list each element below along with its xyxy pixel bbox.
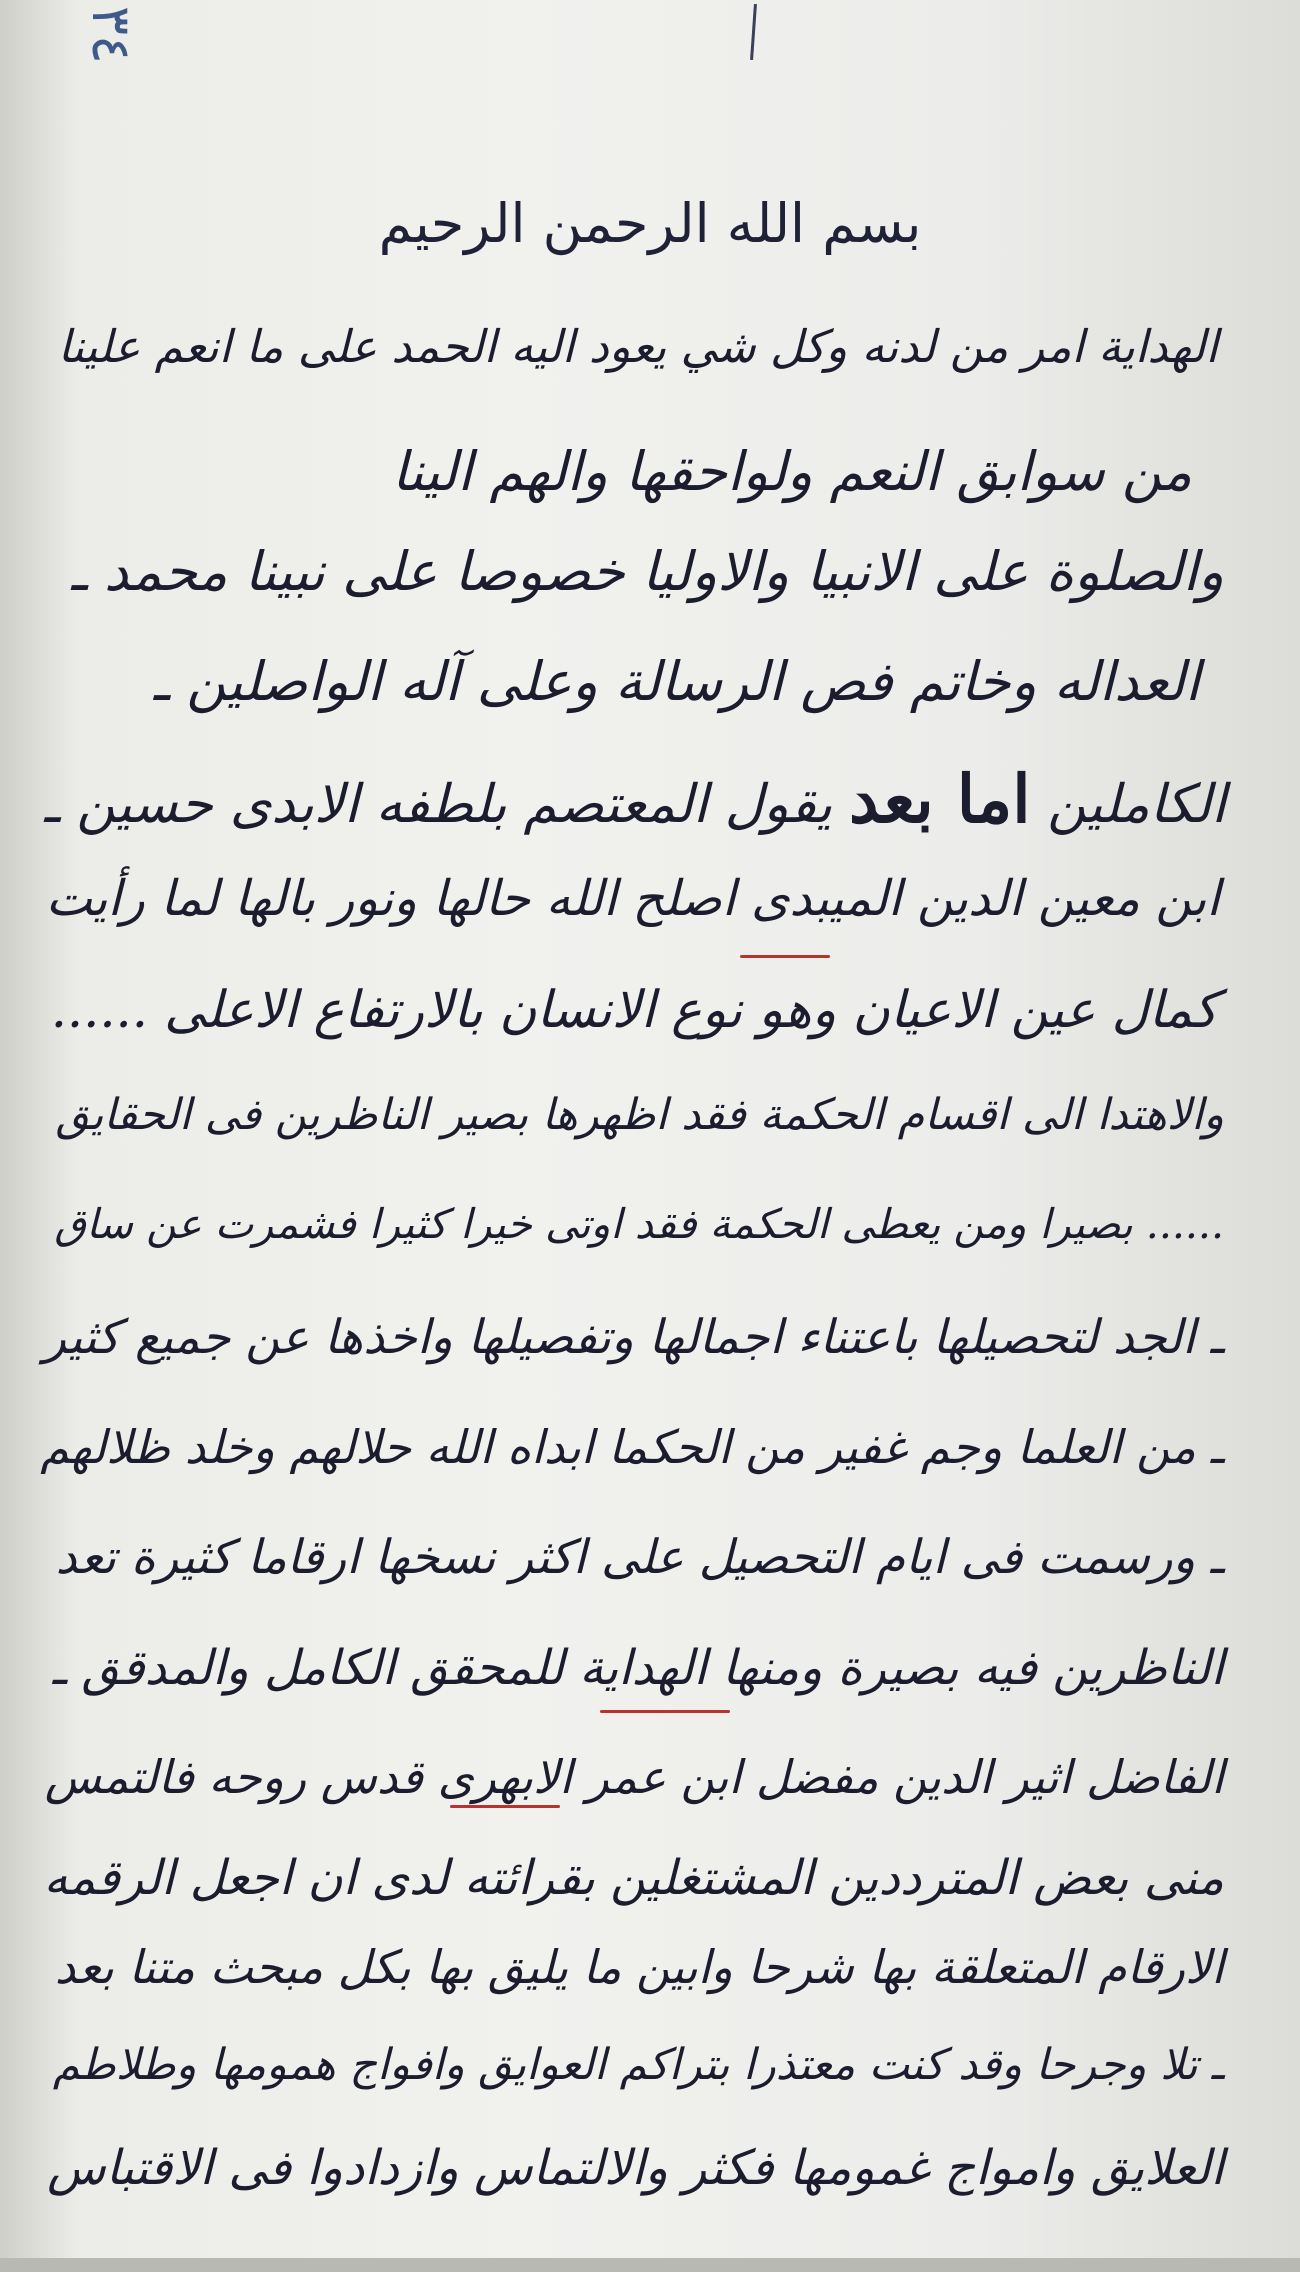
text-line: منى بعض المترددين المشتغلين بقرائته لدى ان اجعل الرقمه: [43, 1850, 1224, 1906]
margin-note: ٣٤: [80, 6, 143, 65]
text-line: [44, 760, 1226, 839]
text-line: ...... بصيرا ومن يعطى الحكمة فقد اوتى خيرا كثيرا فشمرت عن ساق: [54, 1200, 1224, 1248]
text-line: الهداية امر من لدنه وكل شي يعود اليه الحمد على ما انعم علينا: [57, 320, 1218, 373]
page-edge: [0, 2258, 1300, 2272]
text-line: ـ من العلما وجم غفير من الحكما ابداه الله حلالهم وخلد ظلالهم: [40, 1420, 1224, 1474]
rubric-underline: [600, 1710, 730, 1713]
text-line: ـ ورسمت فى ايام التحصيل على اكثر نسخها ارقاما كثيرة تعد: [55, 1530, 1224, 1585]
text-line: والصلوة على الانبيا والاوليا خصوصا على نبينا محمد ـ: [71, 540, 1224, 603]
text-segment: الكاملين: [1030, 774, 1226, 835]
rubric-underline: [450, 1805, 560, 1808]
text-line: ـ تلا وجرحا وقد كنت معتذرا بتراكم العوايق وافواج همومها وطلاطم: [52, 2040, 1224, 2090]
rubric-underline: [740, 955, 830, 958]
text-line: من سوابق النعم ولواحقها والهم الينا: [391, 440, 1192, 503]
text-line: ـ الجد لتحصيلها باعتناء اجمالها وتفصيلها واخذها عن جميع كثير: [43, 1310, 1224, 1365]
text-line: الفاضل اثير الدين مفضل ابن عمر الابهرى قدس روحه فالتمس: [44, 1750, 1224, 1804]
text-line: الناظرين فيه بصيرة ومنها الهداية للمحقق الكامل والمدقق ـ: [52, 1640, 1224, 1696]
text-line: ابن معين الدين الميبدى اصلح الله حالها ونور بالها لما رأيت: [45, 870, 1220, 927]
text-line: العلايق وامواج غمومها فكثر والالتماس وازدادوا فى الاقتباس: [47, 2140, 1224, 2196]
text-line: كمال عين الاعيان وهو نوع الانسان بالارتفاع الاعلى ......: [50, 981, 1218, 1040]
text-line: العداله وخاتم فص الرسالة وعلى آله الواصلين ـ: [153, 650, 1200, 713]
emphasis-phrase: اما بعد: [848, 760, 1031, 838]
text-line: والاهتدا الى اقسام الحكمة فقد اظهرها بصير الناظرين فى الحقايق: [55, 1090, 1224, 1140]
text-line: الارقام المتعلقة بها شرحا وابين ما يليق بها بكل مبحث متنا بعد: [54, 1940, 1224, 1994]
basmala-heading: بسم الله الرحمن الرحيم: [378, 192, 922, 255]
text-segment: يقول المعتصم بلطفه الابدى حسين ـ: [44, 774, 849, 835]
